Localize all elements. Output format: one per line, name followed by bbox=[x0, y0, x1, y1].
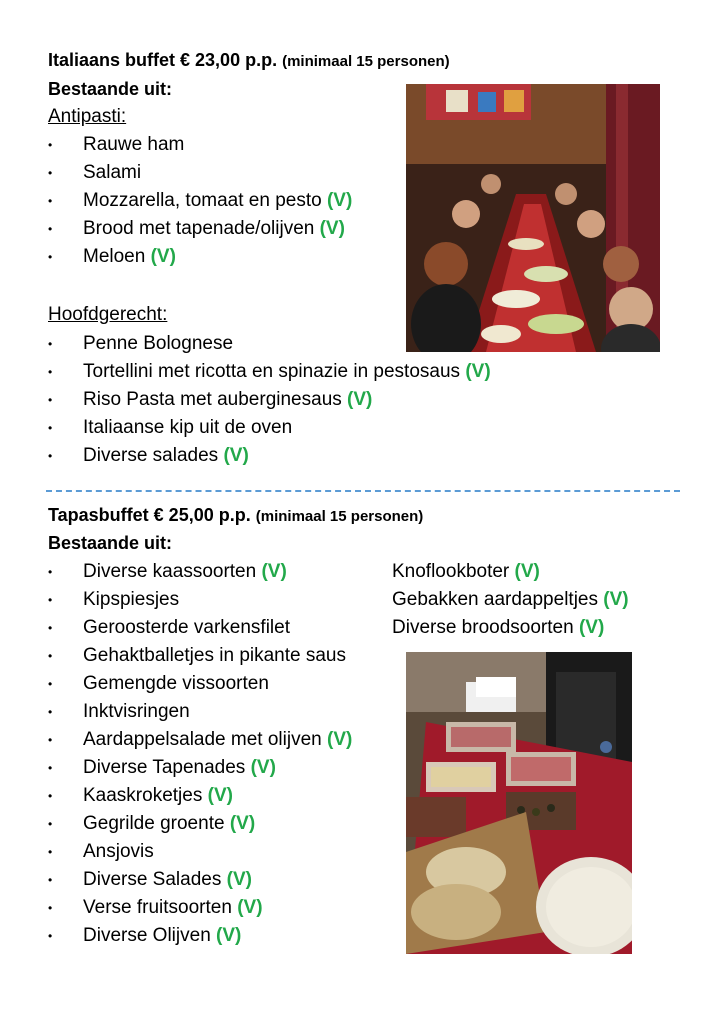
vegetarian-badge: (V) bbox=[326, 190, 353, 211]
list-item: • Salami bbox=[48, 162, 142, 183]
list-item: • Aardappelsalade met olijven (V) bbox=[48, 729, 353, 750]
tapas-buffet-title bbox=[48, 505, 423, 526]
list-item: • Diverse kaassoorten (V) bbox=[48, 561, 287, 582]
tapas-title-text: Tapasbuffet € 25,00 p.p. bbox=[48, 505, 251, 525]
vegetarian-badge: (V) bbox=[514, 561, 540, 582]
dinner-party-photo bbox=[406, 84, 660, 352]
tapas-extras bbox=[392, 558, 629, 642]
list-item: • Tortellini met ricotta en spinazie in pestosaus (V) bbox=[48, 361, 491, 382]
vegetarian-badge: (V) bbox=[347, 389, 373, 410]
vegetarian-badge: (V) bbox=[150, 246, 176, 267]
list-item: • Meloen (V) bbox=[48, 246, 176, 267]
list-item: • Kipspiesjes bbox=[48, 589, 180, 610]
list-item: • Brood met tapenade/olijven (V) bbox=[48, 218, 345, 239]
antipasti-list bbox=[48, 131, 408, 271]
tapas-buffet-photo bbox=[406, 652, 632, 954]
list-item: • Diverse Tapenades (V) bbox=[48, 757, 276, 778]
list-item: • Italiaanse kip uit de oven bbox=[48, 417, 293, 438]
list-item: • Riso Pasta met auberginesaus (V) bbox=[48, 389, 373, 410]
vegetarian-badge: (V) bbox=[229, 813, 256, 834]
vegetarian-badge: (V) bbox=[223, 445, 249, 466]
tapas-subtitle: Bestaande uit: bbox=[48, 533, 173, 553]
list-item: • Ansjovis bbox=[48, 841, 154, 862]
list-item: Gebakken aardappeltjes (V) bbox=[392, 589, 629, 610]
list-item: • Mozzarella, tomaat en pesto (V) bbox=[48, 190, 353, 211]
tapas-min-note: (minimaal 15 personen) bbox=[255, 508, 424, 525]
italian-subtitle: Bestaande uit: bbox=[48, 79, 173, 99]
list-item: • Diverse salades (V) bbox=[48, 445, 249, 466]
vegetarian-badge: (V) bbox=[226, 869, 252, 890]
vegetarian-badge: (V) bbox=[603, 589, 629, 610]
section-divider bbox=[46, 490, 680, 492]
tapas-list bbox=[48, 558, 398, 950]
list-item: • Inktvisringen bbox=[48, 701, 190, 722]
vegetarian-badge: (V) bbox=[465, 361, 491, 382]
list-item: • Kaaskroketjes (V) bbox=[48, 785, 233, 806]
italian-title-text: Italiaans buffet € 23,00 p.p. bbox=[48, 50, 278, 70]
list-item: • Rauwe ham bbox=[48, 134, 185, 155]
list-item: Diverse broodsoorten (V) bbox=[392, 617, 605, 638]
list-item: • Penne Bolognese bbox=[48, 333, 234, 354]
list-item: • Gehaktballetjes in pikante saus bbox=[48, 645, 346, 666]
list-item: • Gemengde vissoorten bbox=[48, 673, 269, 694]
vegetarian-badge: (V) bbox=[327, 729, 353, 750]
italian-min-note: (minimaal 15 personen) bbox=[282, 53, 450, 70]
vegetarian-badge: (V) bbox=[237, 897, 263, 918]
vegetarian-badge: (V) bbox=[216, 925, 242, 946]
list-item: • Geroosterde varkensfilet bbox=[48, 617, 290, 638]
list-item: • Diverse Olijven (V) bbox=[48, 925, 242, 946]
list-item: • Gegrilde groente (V) bbox=[48, 813, 256, 834]
list-item: Knoflookboter (V) bbox=[392, 561, 540, 582]
italian-buffet-title bbox=[48, 50, 450, 71]
vegetarian-badge: (V) bbox=[578, 617, 605, 638]
antipasti-label: Antipasti: bbox=[48, 106, 127, 127]
vegetarian-badge: (V) bbox=[319, 218, 345, 239]
vegetarian-badge: (V) bbox=[261, 561, 287, 582]
hoofdgerecht-label: Hoofdgerecht: bbox=[48, 304, 168, 325]
vegetarian-badge: (V) bbox=[207, 785, 233, 806]
list-item: • Verse fruitsoorten (V) bbox=[48, 897, 263, 918]
vegetarian-badge: (V) bbox=[250, 757, 276, 778]
list-item: • Diverse Salades (V) bbox=[48, 869, 252, 890]
